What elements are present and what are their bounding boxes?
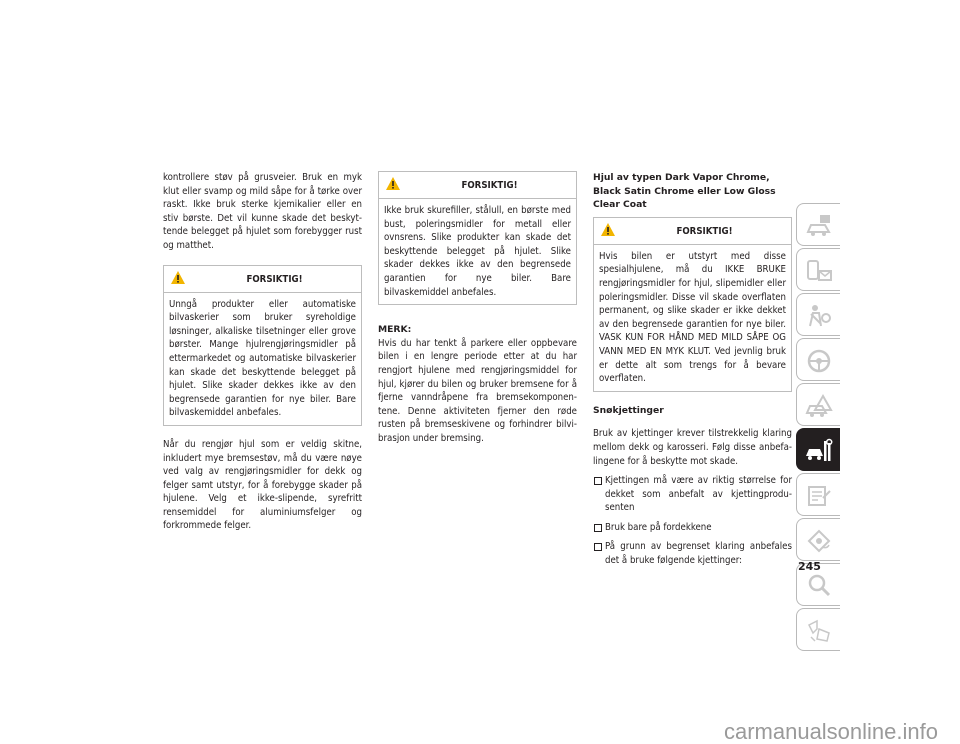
subheading-snow-chains: Snøkjettinger bbox=[593, 404, 664, 416]
warning-icon bbox=[600, 222, 616, 238]
page-number: 245 bbox=[798, 560, 821, 573]
list-item: Bruk bare på fordekkene bbox=[593, 521, 792, 535]
list-item: Kjettingen må være av riktig størrelse for dekket som anbefalt av kjettingprodu-senten bbox=[593, 474, 792, 515]
tab-service[interactable] bbox=[796, 428, 840, 471]
note-label: MERK: bbox=[378, 324, 412, 336]
bullet-square-icon bbox=[594, 477, 602, 485]
tab-steering[interactable] bbox=[796, 338, 840, 381]
caution-box-2 bbox=[378, 171, 577, 305]
car-service-tools-icon bbox=[805, 437, 833, 465]
tab-mail-seat[interactable] bbox=[796, 248, 840, 291]
seatbelt-icon bbox=[805, 302, 833, 330]
column-3 bbox=[593, 171, 792, 568]
mail-seat-icon bbox=[805, 257, 833, 285]
language-icon bbox=[805, 617, 833, 645]
tab-multimedia[interactable] bbox=[796, 518, 840, 561]
caution-title: FORSIKTIG! bbox=[461, 180, 518, 191]
watermark: carmanualsonline.info bbox=[723, 719, 938, 744]
caution-header bbox=[164, 266, 361, 293]
tab-seatbelt[interactable] bbox=[796, 293, 840, 336]
tab-checklist[interactable] bbox=[796, 473, 840, 516]
tab-language[interactable] bbox=[796, 608, 840, 651]
caution-box-3 bbox=[593, 217, 792, 392]
car-info-icon bbox=[805, 212, 833, 240]
bullet-list bbox=[593, 474, 792, 568]
column-1 bbox=[163, 171, 362, 533]
caution-title: FORSIKTIG! bbox=[246, 273, 303, 285]
caution-header bbox=[594, 218, 791, 245]
caution-text: Hvis bilen er utstyrt med disse spesialhjulene, må du IKKE BRUKE rengjøringsmidler for hjul, slipemidler eller poleringsmidler. Disse vil skade overflaten permanent, og slike skader er ikke dekket av den begrensede garantien for nye biler. VASK KUN FOR HÅND MED MILD SÅPE OG VANN MED EN MYK KLUT. Ved jevnlig bruk er dette alt som trengs for å bevare overflaten. bbox=[599, 250, 786, 385]
chapter-tabs bbox=[796, 203, 840, 653]
paragraph-intro: kontrollere støv på grusveier. Bruk en myk klut eller svamp og mild såpe for å tørke over raskt. Ikke bruk sterke kjemikalier eller en stiv børste. Det vil kunne skade det beskyt-tende belegget på hjulet som forebygger rust og matthet. bbox=[163, 172, 362, 251]
multimedia-icon bbox=[805, 527, 833, 555]
column-2 bbox=[378, 171, 577, 446]
list-item: På grunn av begrenset klaring anbefales det å bruke følgende kjettinger: bbox=[593, 540, 792, 567]
car-crash-icon bbox=[805, 392, 833, 420]
bullet-square-icon bbox=[594, 543, 602, 551]
checklist-icon bbox=[805, 482, 833, 510]
caution-text: Unngå produkter eller automatiske bilvaskerier som bruker syreholdige løsninger, alkaliske tilsetninger eller grove børster. Mange hjulrengjøringsmidler på ettermarkedet og automatiske bilvaskerier kan skade det beskyttende belegget på hjulet. Slike skader dekkes ikke av den begrensede garantien for nye biler. Bare bilvaskemiddel anbefales. bbox=[169, 298, 356, 419]
note-text: Hvis du har tenkt å parkere eller oppbevare bilen i en lengre periode etter at du har rengjort hjulene med rengjøringsmiddel for hjul, kjører du bilen og bruker bremsene for å fjerne vanndråpene fra bremsekomponen-tene. Denne aktiviteten fjerner den røde rusten på bremseskivene og forhindrer bilvi-brasjon under bremsing. bbox=[378, 337, 577, 444]
warning-icon bbox=[170, 270, 186, 286]
steering-wheel-icon bbox=[805, 347, 833, 375]
tab-car-crash[interactable] bbox=[796, 383, 840, 426]
paragraph-chains: Bruk av kjettinger krever tilstrekkelig klaring mellom dekk og karosseri. Følg disse anbefa-lingene for å beskytte mot skade. bbox=[593, 428, 792, 467]
bullet-square-icon bbox=[594, 524, 602, 532]
caution-text: Ikke bruk skurefiller, stålull, en børste med bust, poleringsmidler for metall eller ovnsrens. Slike produkter kan skade det beskyttende belegget på hjulet. Slike skader dekkes ikke av den begrensede garantien for nye biler. Bare bilvaskemiddel anbefales. bbox=[384, 205, 571, 298]
caution-header bbox=[379, 172, 576, 199]
section-heading: Hjul av typen Dark Vapor Chrome, Black Satin Chrome eller Low Gloss Clear Coat bbox=[593, 172, 776, 211]
warning-icon bbox=[385, 176, 401, 192]
caution-box-1 bbox=[163, 265, 362, 426]
paragraph-outro: Når du rengjør hjul som er veldig skitne, inkludert mye bremsestøv, må du være nøye ved valg av rengjøringsmidler for dekk og felger samt utstyr, for å forebygge skader på hjulene. Velg et ikke-slipende, syrefritt rensemiddel for aluminiumsfelger og forkrommede felger. bbox=[163, 438, 362, 532]
magnifier-icon bbox=[805, 572, 833, 600]
caution-title: FORSIKTIG! bbox=[676, 225, 733, 237]
tab-car-info[interactable] bbox=[796, 203, 840, 246]
